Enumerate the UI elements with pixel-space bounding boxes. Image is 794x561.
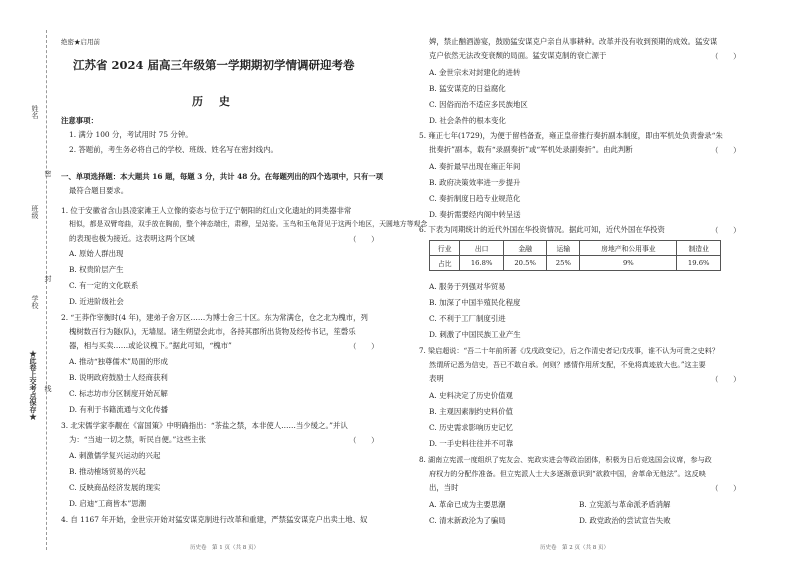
q6-option-a[interactable]: A. 服务于列强对华贸易	[429, 282, 506, 291]
q3-line-1: 3. 北宋儒学家李觏在《富国策》中明确指出：“茶盐之禁，本非使人……当少缓之。”并认	[61, 421, 348, 430]
q1-line-2: 相似，都是双臂弯曲，双手放在胸前，整个神态端庄，肃穆，呈站姿。玉鸟和玉龟背见于这两个地区，天圆地方等观念	[69, 220, 428, 228]
q6-line-1: 6. 下表为同期统计的近代外国在华投资情况。据此可知，近代外国在华投资	[419, 225, 665, 234]
q1-option-d[interactable]: D. 近进阶级社会	[69, 297, 124, 306]
notes-item-1: 1. 满分 100 分，考试用时 75 分钟。	[69, 130, 193, 139]
q7-option-c[interactable]: C. 历史需求影响历史记忆	[429, 423, 513, 432]
q3-option-c[interactable]: C. 反映商品经济发展的现实	[69, 483, 161, 492]
q2-option-a[interactable]: A. 推动“独尊儒术”局面的形成	[69, 357, 168, 366]
q6-option-d[interactable]: D. 刺激了中国民族工业产生	[429, 330, 521, 339]
side-label-name: 姓名	[31, 105, 39, 119]
q8-answer-paren: （ ）	[711, 484, 741, 493]
section-heading-2: 最符合题目要求。	[69, 186, 129, 195]
q4-option-d[interactable]: D. 社会条件的根本变化	[429, 116, 506, 125]
table-header-cell: 房地产和公用事业	[580, 241, 677, 256]
q2-line-3: 器，相与买卖……或论议槐下。”据此可知，“槐市”	[69, 341, 232, 350]
q2-line-2: 槐树数百行为隧(队)，无墙屋。诸生朔望会此市，各持其郡所出货物及经传书记，笙磬乐	[69, 327, 356, 336]
table-row	[430, 256, 721, 271]
q2-option-b[interactable]: B. 说明政府鼓励士人经商获利	[69, 373, 168, 382]
q4-line-3: 克户依然无法改变衰颓的局面。猛安谋克制的衰亡源于	[429, 51, 607, 60]
q4-answer-paren: （ ）	[711, 52, 741, 61]
table-cell: 占比	[430, 256, 460, 271]
q5-option-b[interactable]: B. 政府决策效率进一步提升	[429, 178, 521, 187]
q4-line-1: 4. 自 1167 年开始，金世宗开始对猛安谋克制进行改革和重建，严禁猛安谋克户出卖土地、奴	[61, 515, 368, 524]
table-header-cell: 制造业	[677, 241, 721, 256]
side-label-class: 班级	[31, 205, 39, 219]
side-seal-feng: 封	[44, 275, 52, 282]
investment-table	[429, 240, 721, 271]
q6-option-c[interactable]: C. 不利于工厂制度引进	[429, 314, 506, 323]
q5-answer-paren: （ ）	[711, 146, 741, 155]
q4-line-2: 婢，禁止酗酒游宴，鼓励猛安谋克户亲自从事耕种。改革并没有收到预期的成效。猛安谋	[429, 37, 718, 46]
q2-option-c[interactable]: C. 标志坊市分区制度开始瓦解	[69, 389, 168, 398]
q7-line-3: 表明	[429, 374, 444, 383]
table-cell: 9%	[580, 256, 677, 271]
q8-option-c[interactable]: C. 清末新政沦为了骗局	[429, 516, 506, 525]
table-header-row	[430, 241, 721, 256]
q2-answer-paren: （ ）	[349, 342, 379, 351]
q1-option-c[interactable]: C. 有一定的文化联系	[69, 281, 139, 290]
q3-answer-paren: （ ）	[349, 436, 379, 445]
q1-option-b[interactable]: B. 权贵阶层产生	[69, 265, 124, 274]
q1-answer-paren: （ ）	[349, 235, 379, 244]
q7-option-b[interactable]: B. 主观因素制约史料价值	[429, 407, 514, 416]
q1-line-3: 的表现也极为接近。这表明这两个区域	[69, 234, 195, 243]
subject-title: 历 史	[192, 95, 236, 108]
q8-option-b[interactable]: B. 立宪派与革命派矛盾消解	[579, 500, 671, 509]
table-header-cell: 出口	[460, 241, 504, 256]
q3-option-a[interactable]: A. 刺激儒学复兴运动的兴起	[69, 451, 161, 460]
table-cell: 20.5%	[503, 256, 547, 271]
table-header-cell: 行业	[430, 241, 460, 256]
side-seal-xian: 线	[44, 385, 52, 392]
q8-line-2: 府权力的分配作准备。但立宪派人士大多逐渐意识到“欲救中国，舍革命无他法”。这反映	[429, 469, 706, 478]
q7-option-d[interactable]: D. 一手史料往往并不可靠	[429, 439, 514, 448]
footer-left: 历史卷 第 1 页（共 8 页）	[190, 545, 259, 551]
q7-line-1: 7. 梁启超说：“吾二十年前所著《戊戌政变记》，后之作清史者记戊戌事，谁不认为可贵之史料？	[419, 346, 719, 355]
q6-answer-paren: （ ）	[711, 226, 741, 235]
q3-option-d[interactable]: D. 启迪“工商皆本”思潮	[69, 499, 147, 508]
page-title: 江苏省 2024 届高三年级第一学期期初学情调研迎考卷	[73, 58, 355, 72]
notes-item-2: 2. 答题前，考生务必将自己的学校、班级、姓名写在密封线内。	[69, 145, 278, 154]
q7-option-a[interactable]: A. 史料决定了历史价值观	[429, 391, 513, 400]
side-seal-mi: 密	[44, 170, 52, 177]
table-header-cell: 运输	[547, 241, 580, 256]
q8-option-d[interactable]: D. 政党政治的尝试宣告失败	[579, 516, 671, 525]
q8-line-1: 8. 湖南立宪派一度组织了宪友会、宪政实进会等政治团体，积极为日后竞选国会议席，参与政	[419, 455, 712, 464]
table-cell: 19.6%	[677, 256, 721, 271]
q7-answer-paren: （ ）	[711, 375, 741, 384]
table-cell: 25%	[547, 256, 580, 271]
secret-label: 绝密★启用前	[61, 38, 100, 46]
section-heading-1: 一、单项选择题：本大题共 16 题，每题 3 分，共计 48 分。在每题列出的四个选项中，只有一项	[61, 172, 383, 181]
binding-dashed-line	[46, 30, 47, 550]
footer-right: 历史卷 第 2 页（共 8 页）	[540, 545, 609, 551]
table-header-cell: 金融	[503, 241, 547, 256]
q1-option-a[interactable]: A. 原始人群出现	[69, 249, 124, 258]
q8-line-3: 出，当时	[429, 483, 459, 492]
q4-option-a[interactable]: A. 金世宗未对封建化的进转	[429, 68, 521, 77]
q5-option-a[interactable]: A. 奏折最早出现在雍正年间	[429, 162, 521, 171]
q5-line-2: 批奏折”副本，载有“录副奏折”或“军机处录副奏折”。由此判断	[429, 145, 633, 154]
q4-option-b[interactable]: B. 猛安谋克的日益腐化	[429, 84, 506, 93]
q7-line-2: 然谓所记悉为信史，吾已不敢自承。何则？感情作用所支配，不免将真迹放大也。”这主要	[429, 360, 706, 369]
q1-line-1: 1. 位于安徽省含山县凌家滩王人立像的姿态与位于辽宁朝阳的红山文化遗址的同类器非常	[61, 206, 352, 215]
side-notice: ★此卷上交考点保存★	[29, 350, 38, 420]
q6-option-b[interactable]: B. 加深了中国半殖民化程度	[429, 298, 521, 307]
q8-option-a[interactable]: A. 革命已成为主要思潮	[429, 500, 506, 509]
q3-option-b[interactable]: B. 推动榷场贸易的兴起	[69, 467, 146, 476]
q3-line-2: 为：“当迪一切之禁，听民自便。”这些主张	[69, 435, 206, 444]
table-cell: 16.8%	[460, 256, 504, 271]
q5-option-c[interactable]: C. 奏折制度日趋专业规范化	[429, 194, 521, 203]
q4-option-c[interactable]: C. 因俗而治不适应多民族地区	[429, 100, 528, 109]
q5-line-1: 5. 雍正七年(1729)，为便于留档备查，雍正皇帝推行奏折副本制度，即由军机处负责誊录“朱	[419, 131, 723, 140]
q2-option-d[interactable]: D. 有利于书籍流通与文化传播	[69, 405, 169, 414]
notes-heading: 注意事项：	[61, 116, 98, 125]
q2-line-1: 2. “王莽作宰衡时(4 年)，建弟子舍万区……为博士舍三十区。东为常满仓，仓之北为槐市，列	[61, 313, 368, 322]
side-label-school: 学校	[31, 295, 39, 309]
q5-option-d[interactable]: D. 奏折需要经内阁中转呈送	[429, 210, 521, 219]
